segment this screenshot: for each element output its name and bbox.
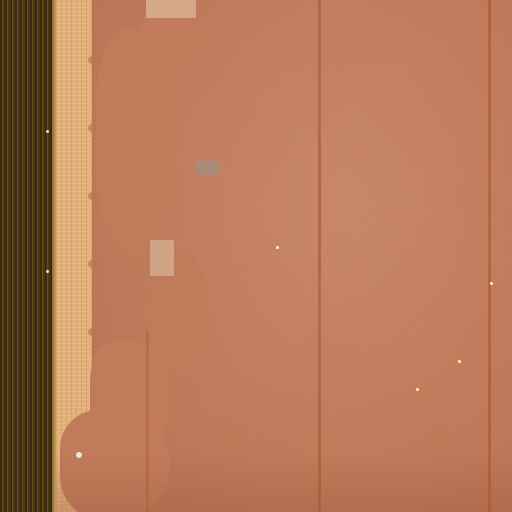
tan-dot [88, 192, 96, 200]
bottom-shading [56, 452, 512, 512]
bright-speck [416, 388, 419, 391]
tan-dot [88, 328, 96, 336]
gray-blotch [194, 158, 220, 176]
vertical-seam [318, 0, 321, 512]
bright-speck [276, 246, 279, 249]
bright-speck [490, 282, 493, 285]
vertical-seam [488, 0, 491, 512]
tan-dot [88, 56, 96, 64]
tan-dot [88, 124, 96, 132]
bright-speck [46, 270, 49, 273]
tan-dot [88, 260, 96, 268]
bright-speck [46, 130, 49, 133]
rust-lobe [140, 10, 200, 70]
dark-striped-strip [0, 0, 56, 512]
bright-speck [458, 360, 461, 363]
pale-patch [146, 0, 196, 18]
pale-patch [150, 240, 174, 276]
